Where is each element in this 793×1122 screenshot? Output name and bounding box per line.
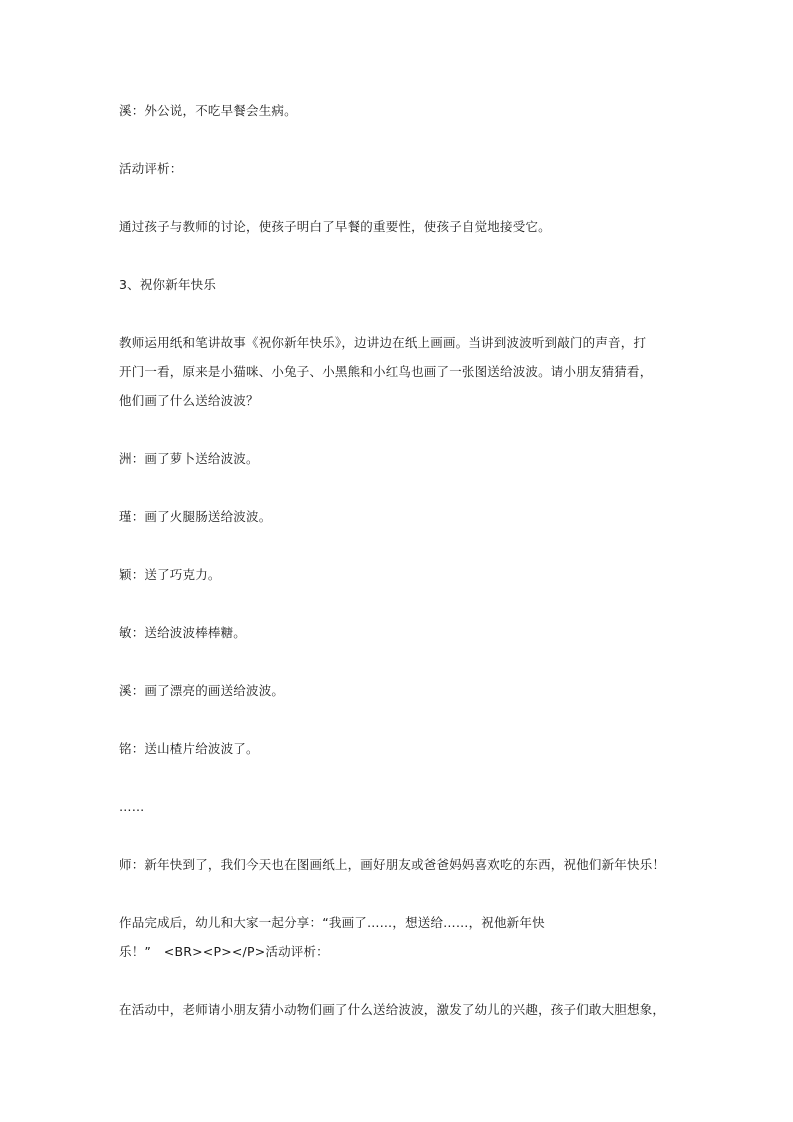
paragraph-line: 作品完成后，幼儿和大家一起分享：“我画了……，想送给……，祝他新年快 (119, 915, 545, 930)
ellipsis-line: …… (119, 799, 145, 814)
dialogue-line: 洲：画了萝卜送给波波。 (119, 451, 259, 466)
paragraph-line: 开门一看，原来是小猫咪、小兔子、小黑熊和小红鸟也画了一张图送给波波。请小朋友猜猜看， (119, 364, 653, 379)
dialogue-line: 颖：送了巧克力。 (119, 567, 221, 582)
paragraph-line: 教师运用纸和笔讲故事《祝你新年快乐》，边讲边在纸上画画。当讲到波波听到敲门的声音，打 (119, 335, 647, 350)
paragraph-line: 他们画了什么送给波波？ (119, 393, 259, 408)
dialogue-line: 溪：外公说，不吃早餐会生病。 (119, 103, 297, 118)
dialogue-line: 溪：画了漂亮的画送给波波。 (119, 683, 285, 698)
paragraph-line: 乐！” <BR><P></P>活动评析： (119, 944, 329, 959)
section-heading: 活动评析： (119, 161, 183, 176)
paragraph: 通过孩子与教师的讨论，使孩子明白了早餐的重要性，使孩子自觉地接受它。 (119, 219, 551, 234)
dialogue-line: 瑾：画了火腿肠送给波波。 (119, 509, 272, 524)
dialogue-line: 铭：送山楂片给波波了。 (119, 741, 259, 756)
dialogue-line: 师：新年快到了，我们今天也在图画纸上，画好朋友或爸爸妈妈喜欢吃的东西，祝他们新年快乐！ (119, 857, 666, 872)
section-heading: 3、祝你新年快乐 (119, 277, 217, 292)
dialogue-line: 敏：送给波波棒棒糖。 (119, 625, 247, 640)
paragraph-line: 在活动中，老师请小朋友猜小动物们画了什么送给波波，激发了幼儿的兴趣，孩子们敢大胆想象， (119, 1002, 666, 1017)
